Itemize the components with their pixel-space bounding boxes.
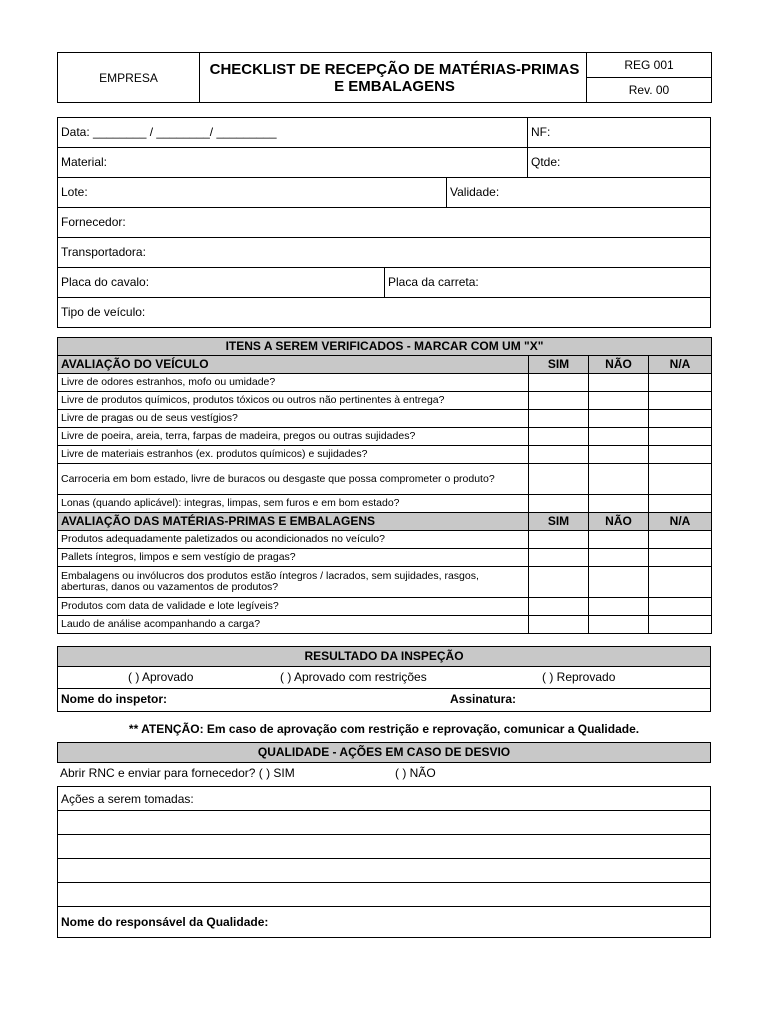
checklist-row [58, 616, 712, 634]
validade-field[interactable]: Validade: [450, 185, 500, 199]
checklist-row [58, 410, 712, 428]
responsible-field[interactable]: Nome do responsável da Qualidade: [61, 915, 269, 929]
checklist-row [58, 392, 712, 410]
check-na[interactable] [649, 598, 712, 616]
transportadora-row [58, 238, 710, 268]
item-label: Lonas (quando aplicável): integras, limpas, sem furos e em bom estado? [58, 495, 529, 513]
fornecedor-row [58, 208, 710, 238]
actions-blank-line[interactable] [58, 835, 710, 859]
document-title: CHECKLIST DE RECEPÇÃO DE MATÉRIAS-PRIMAS E EMBALAGENS [200, 53, 587, 103]
check-sim[interactable] [529, 616, 589, 634]
checklist-row [58, 549, 712, 567]
col-nao: NÃO [589, 356, 649, 374]
fornecedor-field[interactable]: Fornecedor: [61, 215, 126, 229]
check-na[interactable] [649, 392, 712, 410]
check-sim[interactable] [529, 374, 589, 392]
check-sim[interactable] [529, 495, 589, 513]
rnc-question-sim[interactable]: Abrir RNC e enviar para fornecedor? ( ) SIM [60, 766, 295, 780]
check-nao[interactable] [589, 531, 649, 549]
check-nao[interactable] [589, 392, 649, 410]
check-na[interactable] [649, 567, 712, 598]
check-na[interactable] [649, 446, 712, 464]
item-label: Pallets íntegros, limpos e sem vestígio de pragas? [58, 549, 529, 567]
check-nao[interactable] [589, 598, 649, 616]
inspector-name-field[interactable]: Nome do inspetor: [61, 692, 168, 706]
check-nao[interactable] [589, 616, 649, 634]
check-sim[interactable] [529, 410, 589, 428]
actions-blank-line[interactable] [58, 811, 710, 835]
item-label: Embalagens ou invólucros dos produtos estão íntegros / lacrados, sem sujidades, rasgos, aberturas, danos ou vazamentos de produtos? [58, 567, 529, 598]
option-aprovado-restricoes[interactable]: ( ) Aprovado com restrições [280, 670, 427, 684]
lote-row [58, 178, 710, 208]
check-sim[interactable] [529, 567, 589, 598]
checklist-row [58, 531, 712, 549]
item-label: Livre de materiais estranhos (ex. produtos químicos) e sujidades? [58, 446, 529, 464]
checklist-row [58, 374, 712, 392]
company-cell: EMPRESA [58, 53, 200, 103]
item-label: Produtos com data de validade e lote legíveis? [58, 598, 529, 616]
responsible-row [58, 907, 710, 937]
placa-row [58, 268, 710, 298]
section-materials: AVALIAÇÃO DAS MATÉRIAS-PRIMAS E EMBALAGENS [58, 513, 529, 531]
placa-cavalo-field[interactable]: Placa do cavalo: [61, 275, 150, 289]
checklist-row [58, 598, 712, 616]
item-label: Livre de poeira, areia, terra, farpas de madeira, pregos ou outras sujidades? [58, 428, 529, 446]
quality-title: QUALIDADE - AÇÕES EM CASO DE DESVIO [57, 742, 711, 763]
qtde-field[interactable]: Qtde: [531, 155, 561, 169]
col-na: N/A [649, 513, 712, 531]
material-row [58, 148, 710, 178]
check-sim[interactable] [529, 531, 589, 549]
checklist-row [58, 495, 712, 513]
actions-blank-line[interactable] [58, 859, 710, 883]
rnc-option-nao[interactable]: ( ) NÃO [395, 766, 436, 780]
check-na[interactable] [649, 495, 712, 513]
nf-field[interactable]: NF: [531, 125, 551, 139]
item-label: Carroceria em bom estado, livre de buracos ou desgaste que possa comprometer o produto? [58, 464, 529, 495]
tipo-veiculo-row [58, 298, 710, 327]
check-na[interactable] [649, 464, 712, 495]
check-na[interactable] [649, 549, 712, 567]
checklist-row [58, 446, 712, 464]
check-sim[interactable] [529, 598, 589, 616]
check-sim[interactable] [529, 464, 589, 495]
inspection-result [57, 646, 711, 712]
actions-label: Ações a serem tomadas: [61, 792, 194, 806]
quality-actions [57, 786, 711, 938]
check-nao[interactable] [589, 374, 649, 392]
checklist-row [58, 464, 712, 495]
attention-note: ** ATENÇÃO: Em caso de aprovação com restrição e reprovação, comunicar a Qualidade. [128, 722, 640, 736]
material-field[interactable]: Material: [61, 155, 108, 169]
item-label: Laudo de análise acompanhando a carga? [58, 616, 529, 634]
tipo-veiculo-field[interactable]: Tipo de veículo: [61, 305, 146, 319]
check-nao[interactable] [589, 464, 649, 495]
checklist-row [58, 428, 712, 446]
option-aprovado[interactable]: ( ) Aprovado [128, 670, 194, 684]
actions-blank-line[interactable] [58, 883, 710, 907]
check-na[interactable] [649, 616, 712, 634]
check-sim[interactable] [529, 446, 589, 464]
checklist-title: ITENS A SEREM VERIFICADOS - MARCAR COM UM "X" [58, 338, 712, 356]
result-title: RESULTADO DA INSPEÇÃO [58, 647, 710, 667]
transportadora-field[interactable]: Transportadora: [61, 245, 146, 259]
check-na[interactable] [649, 374, 712, 392]
col-nao: NÃO [589, 513, 649, 531]
col-sim: SIM [529, 513, 589, 531]
check-nao[interactable] [589, 410, 649, 428]
check-na[interactable] [649, 531, 712, 549]
document-header [57, 52, 712, 103]
col-na: N/A [649, 356, 712, 374]
inspection-checklist [57, 337, 712, 634]
lote-field[interactable]: Lote: [61, 185, 88, 199]
check-na[interactable] [649, 428, 712, 446]
check-nao[interactable] [589, 549, 649, 567]
inspector-row [58, 689, 710, 711]
check-sim[interactable] [529, 549, 589, 567]
item-label: Livre de pragas ou de seus vestígios? [58, 410, 529, 428]
date-row [58, 118, 710, 148]
item-label: Produtos adequadamente paletizados ou acondicionados no veículo? [58, 531, 529, 549]
col-sim: SIM [529, 356, 589, 374]
item-label: Livre de produtos químicos, produtos tóxicos ou outros não pertinentes à entrega? [58, 392, 529, 410]
actions-row [58, 787, 710, 811]
item-label: Livre de odores estranhos, mofo ou umidade? [58, 374, 529, 392]
placa-carreta-field[interactable]: Placa da carreta: [388, 275, 479, 289]
date-field[interactable]: Data: ________ / ________/ _________ [61, 125, 277, 139]
check-nao[interactable] [589, 428, 649, 446]
option-reprovado[interactable]: ( ) Reprovado [542, 670, 616, 684]
rnc-row [60, 766, 700, 784]
result-options [58, 667, 710, 689]
section-vehicle: AVALIAÇÃO DO VEÍCULO [58, 356, 529, 374]
check-nao[interactable] [589, 446, 649, 464]
check-sim[interactable] [529, 428, 589, 446]
check-nao[interactable] [589, 567, 649, 598]
check-sim[interactable] [529, 392, 589, 410]
checklist-row [58, 567, 712, 598]
document-code: REG 001 [587, 53, 712, 78]
signature-field[interactable]: Assinatura: [450, 692, 517, 706]
check-nao[interactable] [589, 495, 649, 513]
check-na[interactable] [649, 410, 712, 428]
document-revision: Rev. 00 [587, 78, 712, 103]
receipt-info-form [57, 117, 711, 328]
